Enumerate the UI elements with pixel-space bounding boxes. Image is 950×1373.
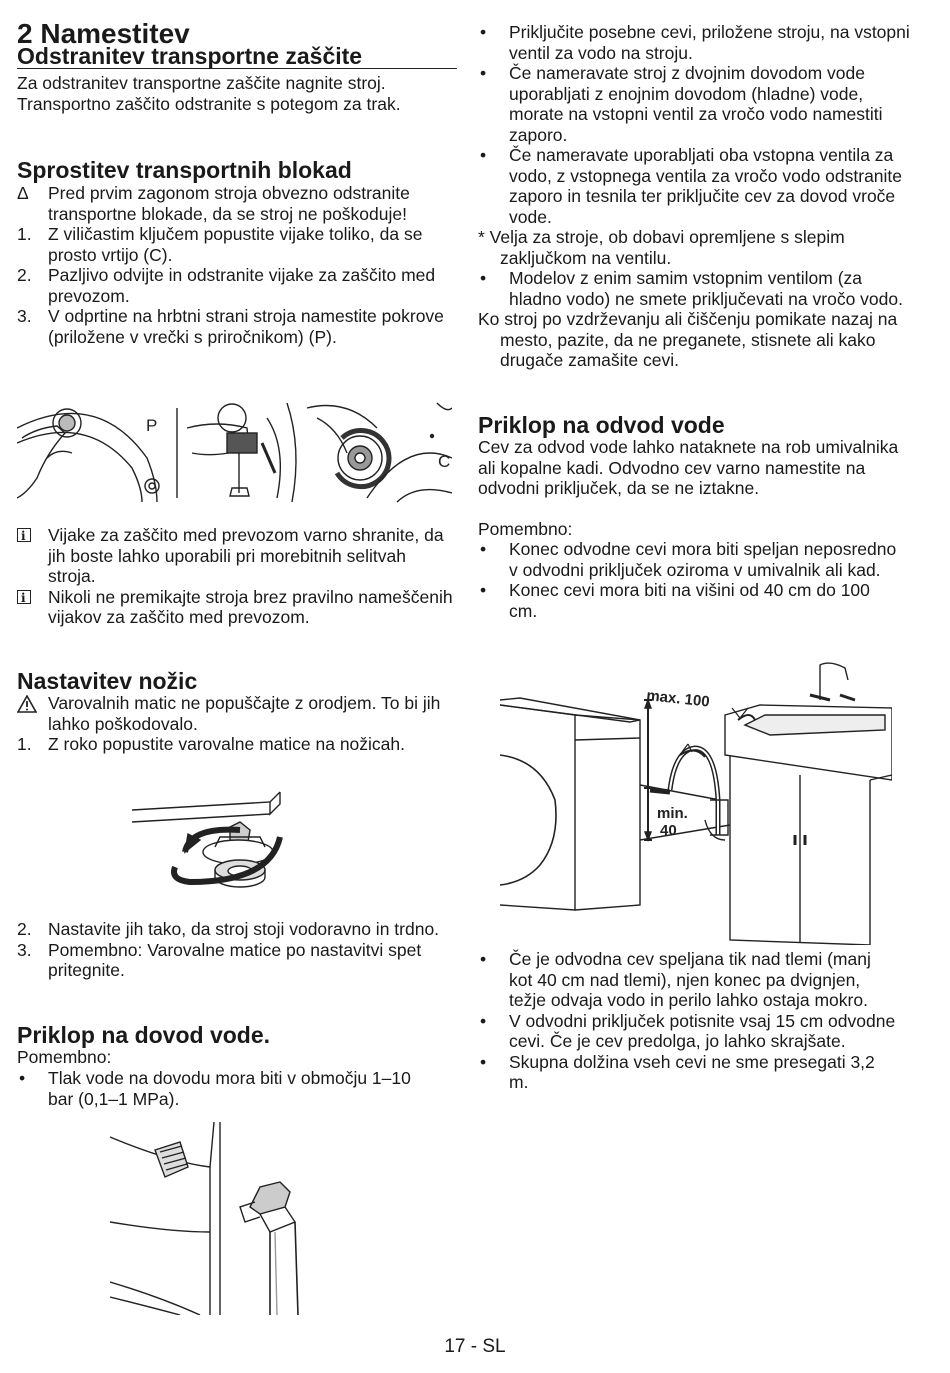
figure-label-c: C bbox=[438, 452, 451, 471]
bullet-item: • Konec odvodne cevi mora biti speljan neposredno v odvodni priključek oziroma v umivalnik ali kad. bbox=[480, 539, 897, 580]
section-title-transport-protection: Odstranitev transportne zaščite bbox=[17, 43, 363, 69]
warning-triangle-icon bbox=[17, 695, 37, 713]
bullet-item: • Če je odvodna cev speljana tik nad tlemi (manj kot 40 cm nad tlemi), njen konec pa dvignjen, težje odvaja vodo in perilo lahko ostaja mokro. bbox=[480, 949, 871, 1010]
info-item: i Vijake za zaščito med prevozom varno shranite, da jih boste lahko uporabili pri morebitnih selitvah stroja. bbox=[17, 525, 457, 587]
bullet-item: • Skupna dolžina vseh cevi ne sme presegati 3,2 m. bbox=[480, 1051, 875, 1092]
section-title-transport-blocks: Sprostitev transportnih blokad bbox=[17, 157, 352, 183]
water-inlet-illustration bbox=[110, 1122, 305, 1315]
chapter-header bbox=[17, 20, 457, 69]
transport-blocks-list bbox=[17, 183, 457, 347]
important-label: Pomembno: bbox=[17, 1047, 112, 1067]
bullet-item: • Če nameravate stroj z dvojnim dovodom vode uporabljati z enojnim dovodom (hladne) vode, morate na vstopni ventil za vročo vodo namestiti zaporo. bbox=[480, 63, 883, 145]
info-notes bbox=[17, 525, 457, 628]
bullet-item: • Modelov z enim samim vstopnim ventilom (za hladno vodo) ne smete priključevati na vročo vodo. bbox=[480, 268, 903, 309]
section-title-water-supply: Priklop na dovod vode. bbox=[17, 1022, 271, 1048]
foot-adjustment-illustration bbox=[130, 782, 290, 892]
transport-protection-text: Za odstranitev transportne zaščite nagnite stroj. Transportno zaščito odstranite s potegom za trak. bbox=[17, 73, 401, 114]
fig-min-label: min. bbox=[657, 805, 688, 822]
section-title-feet: Nastavitev nožic bbox=[17, 668, 198, 694]
fig-min-value: 40 bbox=[660, 822, 677, 839]
warning-delta-icon: Δ bbox=[17, 183, 29, 203]
section-title-drain: Priklop na odvod vode bbox=[478, 412, 725, 438]
fig-max-label: max. 100 bbox=[645, 687, 711, 711]
info-icon bbox=[17, 528, 31, 542]
step-item: 1. Z viličastim ključem popustite vijake toliko, da se prosto vrtijo (C). bbox=[17, 224, 423, 265]
bullet-item: • V odvodni priključek potisnite vsaj 15 cm odvodne cevi. Če je cev predolga, jo lahko skrajšate. bbox=[480, 1010, 896, 1051]
step-item: 3. Pomembno: Varovalne matice po nastavitvi spet pritegnite. bbox=[17, 939, 422, 980]
important-label: Pomembno: bbox=[478, 519, 573, 539]
info-icon bbox=[17, 590, 31, 604]
info-item: i Nikoli ne premikajte stroja brez pravilno nameščenih vijakov za zaščito med prevozom. bbox=[17, 587, 457, 628]
footnote: * Velja za stroje, ob dobavi opremljene s slepim zaključkom na ventilu. bbox=[478, 227, 845, 268]
feet-list-continued bbox=[17, 919, 457, 981]
bullet-item: • Če nameravate uporabljati oba vstopna ventila za vodo, z vstopnega ventila za vročo vodo odstranite zaporo in tesnila ter priključite cev za dovod vroče vode. bbox=[480, 145, 903, 227]
drain-text: Cev za odvod vode lahko nataknete na rob umivalnika ali kopalne kadi. Odvodno cev varno namestite na odvodni priključek, da se ne iztakne. bbox=[478, 437, 899, 498]
drain-bullets-after bbox=[478, 949, 898, 1093]
drain-hose-illustration bbox=[500, 660, 892, 945]
water-supply-list bbox=[17, 1068, 437, 1109]
chapter-title: 2 Namestitev bbox=[17, 18, 190, 49]
bullet-item: • Priključite posebne cevi, priložene stroju, na vstopni ventil za vodo na stroju. bbox=[480, 22, 910, 63]
figure-label-p: P bbox=[146, 416, 158, 435]
step-item: 2. Nastavite jih tako, da stroj stoji vodoravno in trdno. bbox=[17, 919, 440, 939]
feet-list bbox=[17, 693, 457, 755]
bullet-item: • Tlak vode na dovodu mora biti v območju 1–10 bar (0,1–1 MPa). bbox=[19, 1068, 411, 1109]
transport-bolt-illustration bbox=[17, 398, 452, 503]
step-item: 2. Pazljivo odvijte in odstranite vijake za zaščito med prevozom. bbox=[17, 265, 436, 306]
warning-item: Varovalnih matic ne popuščajte z orodjem. To bi jih lahko poškodovalo. bbox=[17, 693, 457, 734]
step-item: 1. Z roko popustite varovalne matice na nožicah. bbox=[17, 734, 405, 754]
page-number: 17 - SL bbox=[444, 1336, 506, 1357]
bullet-item: • Konec cevi mora biti na višini od 40 cm do 100 cm. bbox=[480, 580, 870, 621]
water-supply-bullets bbox=[478, 22, 918, 371]
care-note: Ko stroj po vzdrževanju ali čiščenju pomikate nazaj na mesto, pazite, da ne preganete, stisnete ali kako drugače zamašite cevi. bbox=[478, 309, 898, 370]
step-item: 3. V odprtine na hrbtni strani stroja namestite pokrove (priložene v vrečki s priročnikom) (P). bbox=[17, 306, 444, 347]
drain-bullets bbox=[478, 539, 898, 621]
warning-item: Δ Pred prvim zagonom stroja obvezno odstranite transportne blokade, da se stroj ne poškoduje! bbox=[17, 183, 410, 224]
